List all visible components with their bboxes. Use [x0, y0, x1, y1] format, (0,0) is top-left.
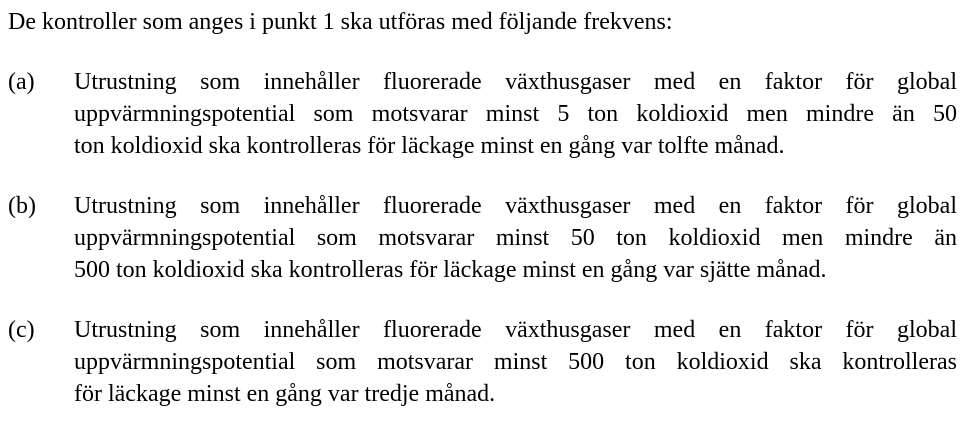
text-line: 500 ton koldioxid ska kontrolleras för läckage minst en gång var sjätte månad.	[74, 257, 827, 283]
text-line: för läckage minst en gång var tredje månad.	[74, 381, 496, 407]
list-item-b	[8, 190, 957, 286]
item-label: (b)	[8, 193, 36, 219]
list-item-c	[8, 314, 957, 410]
text-line: Utrustning som innehåller fluorerade växthusgaser med en faktor för global	[74, 193, 957, 219]
item-text	[74, 190, 957, 286]
text-line: uppvärmningspotential som motsvarar minst 50 ton koldioxid men mindre än	[74, 225, 957, 251]
item-label: (c)	[8, 317, 35, 343]
item-label: (a)	[8, 69, 35, 95]
text-line: Utrustning som innehåller fluorerade växthusgaser med en faktor för global	[74, 317, 957, 343]
item-list	[8, 66, 957, 410]
intro-paragraph: De kontroller som anges i punkt 1 ska utföras med följande frekvens:	[8, 9, 673, 35]
list-item-a	[8, 66, 957, 162]
text-line: uppvärmningspotential som motsvarar minst 5 ton koldioxid men mindre än 50	[74, 101, 957, 127]
item-text	[74, 314, 957, 410]
text-line: ton koldioxid ska kontrolleras för läckage minst en gång var tolfte månad.	[74, 133, 785, 159]
item-text	[74, 66, 957, 162]
text-line: Utrustning som innehåller fluorerade växthusgaser med en faktor för global	[74, 69, 957, 95]
text-line: uppvärmningspotential som motsvarar minst 500 ton koldioxid ska kontrolleras	[74, 349, 957, 375]
